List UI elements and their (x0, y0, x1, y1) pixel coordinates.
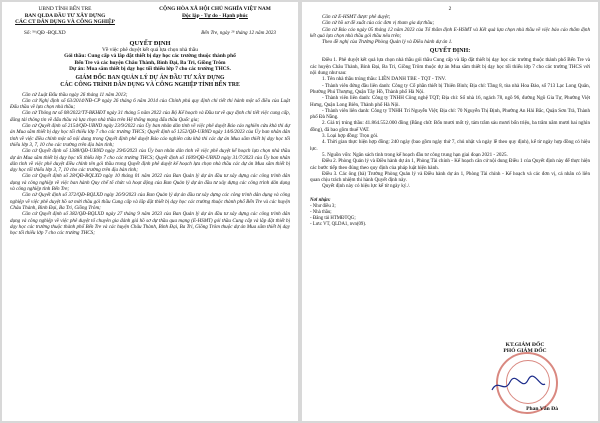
article-paragraph: - Thành viên liên danh: Công ty TNHH Trí Nguyễn Việt; Địa chỉ: 70 Nguyễn Thị Định, Phường An Hải Bắc, Quận Sơn Trà, Thành phố Đà Nẵng. (310, 107, 590, 121)
sign-title-line: PHÓ GIÁM ĐỐC (503, 348, 547, 354)
authority-line: GIÁM ĐỐC BAN QUẢN LÝ DỰ ÁN ĐẦU TƯ XÂY DỰNG (75, 75, 225, 82)
recipients-block (310, 198, 590, 228)
article-paragraph: Điều 2. Phòng Quản lý và Điều hành dự án 1, Phòng Tài chính - Kế hoạch căn cứ nội dung Điều 1 của Quyết định này để thực hiện các bước tiếp theo đúng theo quy định của pháp luật hiện hành. (310, 158, 590, 171)
article-paragraph: - Thành viên liên danh: Công ty TNHH Công nghệ TQT; Địa chỉ: Số nhà 16, ngách 78, ngõ 96, đường Ngõ Gia Tự, Phường Việt Hưng, Quận Long Biên, Thành phố Hà Nội. (310, 95, 590, 108)
subject-line: Bến Tre và các huyện Châu Thành, Bình Đại, Ba Tri, Giồng Trôm (74, 59, 226, 66)
article-paragraph: - Thành viên đứng đầu liên danh: Công ty Cổ phần thiết bị Thiên Bình; Địa chỉ: Tầng 8, tòa nhà Hoa Đào, số 713 Lạc Long Quân, Phường Phú Thượng, Quận Tây Hồ, Thành phố Hà Nội. (310, 82, 590, 95)
article-paragraph: 5. Nguồn vốn: Ngân sách tỉnh trong kế hoạch đầu tư công trung hạn giai đoạn 2021 - 2025. (322, 151, 508, 158)
decision-heading: QUYẾT ĐỊNH: (429, 48, 471, 55)
document-subject (10, 47, 290, 73)
document-header (10, 6, 290, 26)
nation-name: CỘNG HÒA XÃ HỘI CHỦ NGHĨA VIỆT NAM (159, 6, 271, 12)
recipient: - Đăng tải HTMĐTQG; (310, 215, 356, 221)
recipient: - Như điều 3; (310, 203, 336, 209)
legal-basis-paragraph: Căn cứ hồ sơ đề xuất của các đơn vị tham gia dự thầu; (322, 20, 435, 27)
legal-basis (10, 92, 290, 237)
issuer-line-2: BAN QLDA ĐẦU TƯ XÂY DỰNG (24, 12, 106, 19)
article-paragraph: Điều 1. Phê duyệt kết quả lựa chọn nhà thầu gói thầu Cung cấp và lắp đặt thiết bị dạy học các trường thuộc thành phố Bến Tre và các huyện Châu Thành, Bình Đại, Ba Tri, Giồng Trôm thuộc dự án Mua sắm thiết bị dạy học tối thiểu lớp 7 cho các trường THCS với nội dung như sau: (310, 57, 590, 77)
legal-basis-paragraph: Căn cứ Luật Đấu thầu ngày 26 tháng 11 năm 2013; (22, 91, 128, 98)
article-paragraph: 4. Thời gian thực hiện hợp đồng: 240 ngày (bao gồm ngày thứ 7, chủ nhật và ngày lễ theo quy định), kể từ ngày hợp đồng có hiệu lực. (310, 139, 590, 152)
legal-basis-continued (310, 14, 590, 45)
recipients-heading: Nơi nhận: (310, 197, 331, 203)
legal-basis-paragraph: Căn cứ Quyết định số 28/QĐ-BQLXD ngày 10 tháng 01 năm 2022 của Ban Quản lý dự án đầu tư xây dựng các công trình dân dụng và công nghiệp về việc ban hành Quy chế tổ chức và hoạt động của Ban Quản lý dự án đầu tư xây dựng các công trình dân dụng và công nghiệp tỉnh Bến Tre; (10, 173, 290, 193)
legal-basis-paragraph: Căn cứ Quyết định số 372/QĐ-BQLXD ngày 26/9/2023 của Ban Quản lý dự án đầu tư xây dựng các công trình dân dụng và công nghiệp về việc phê duyệt hồ sơ mời thầu gói thầu Cung cấp và lắp đặt thiết bị dạy học các trường thuộc thành phố Bến Tre và các huyện Châu Thành, Bình Đại, Ba Tri, Giồng Trôm; (10, 192, 290, 211)
article-paragraph: Quyết định này có hiệu lực kể từ ngày ký./. (322, 183, 411, 190)
page-2 (302, 2, 598, 421)
recipient: - Nhà thầu; (310, 209, 332, 215)
document-title: QUYẾT ĐỊNH (129, 39, 171, 47)
article-paragraph: 3. Loại hợp đồng: Trọn gói. (322, 133, 379, 140)
legal-basis-paragraph: Căn cứ Nghị định số 63/2014/NĐ-CP ngày 26 tháng 6 năm 2014 của Chính phủ quy định chi tiết thi hành một số điều của Luật Đấu thầu về lựa chọn nhà thầu; (10, 97, 290, 111)
legal-basis-paragraph: Căn cứ Quyết định số 382/QĐ-BQLXD ngày 27 tháng 9 năm 2023 của Ban Quản lý dự án đầu tư xây dựng các công trình dân dụng và công nghiệp về việc phê duyệt tổ chuyên gia đánh giá hồ sơ dự thầu qua mạng (E-HSMT) gói thầu Cung cấp và lắp đặt thiết bị dạy học các trường thuộc thành phố Bến Tre và các huyện Châu Thành, Bình Đại, Ba Tri, Giồng Trôm thuộc dự án Mua sắm thiết bị dạy học tối thiểu lớp 7 cho các trường THCS; (10, 211, 290, 237)
subject-line: Dự án: Mua sắm thiết bị dạy học tối thiểu lớp 7 cho các trường THCS. (69, 66, 231, 72)
legal-basis-paragraph: Căn cứ Thông tư số 08/2022/TT-BKHĐT ngày 31 tháng 5 năm 2022 của Bộ Kế hoạch và Đầu tư về quy định chi tiết việc cung cấp, đăng tải thông tin về đấu thầu và lựa chọn nhà thầu trên Hệ thống mạng đấu thầu Quốc gia; (10, 110, 290, 123)
sign-title-line: KT.GIÁM ĐỐC (505, 342, 545, 348)
signer-name: Phan Văn Đà (526, 406, 558, 412)
authority-block (10, 75, 290, 88)
subject-line: Gói thầu: Cung cấp và lắp đặt thiết bị dạy học các trường thuộc thành phố (64, 53, 236, 60)
article-paragraph: 2. Giá trị trúng thầu: 41.864.552.000 đồng (Bằng chữ: Bốn mươi mốt tỷ, tám trăm sáu mươi bốn triệu, ba trăm năm mươi hai nghìn đồng), đã bao gồm thuế VAT. (310, 120, 590, 133)
motto: Độc lập - Tự do - Hạnh phúc (182, 12, 248, 19)
page-1 (2, 2, 298, 421)
authority-line: CÁC CÔNG TRÌNH DÂN DỤNG VÀ CÔNG NGHIỆP TỈNH BẾN TRE (60, 82, 240, 88)
article-paragraph: Điều 3. Các ông (bà) Trưởng Phòng Quản lý và Điều hành dự án 1, Phòng Tài chính - Kế hoạch và các đơn vị, cá nhân có liên quan chịu trách nhiệm thi hành Quyết định này. (310, 170, 590, 184)
article-paragraph: 1. Tên nhà thầu trúng thầu: LIÊN DANH TBE - TQT - TNV. (322, 76, 446, 83)
document-date: Bến Tre, ngày ²⁶ tháng 12 năm 2023 (201, 29, 276, 36)
legal-basis-paragraph: Căn cứ Quyết định số 1388/QĐ-UBND ngày 29/6/2023 của Ủy ban nhân dân tỉnh về việc phê duyệt kế hoạch lựa chọn nhà thầu dự án Mua sắm thiết bị dạy học tối thiểu lớp 7 cho các trường THCS; Quyết định số 1609/QĐ-UBND ngày 31/7/2023 của Ủy ban nhân dân tỉnh về việc phê duyệt điều chỉnh tên gói thầu trong Quyết định phê duyệt kế hoạch lựa chọn nhà thầu các dự án Mua sắm thiết bị dạy học tối thiểu lớp 3, 7, 10 cho các trường trên địa bàn tỉnh; (10, 148, 290, 174)
handwritten-signature (488, 374, 548, 396)
issuer-block (10, 6, 120, 26)
number-date-row (10, 30, 290, 36)
national-motto (140, 6, 290, 26)
recipient: - Lưu: VT, QLDA1, nvn(09). (310, 221, 367, 227)
issuer-line-3: CÁC CT DÂN DỤNG VÀ CÔNG NGHIỆP (15, 19, 115, 26)
legal-basis-paragraph: Căn cứ E-HSMT được phê duyệt; (322, 14, 391, 20)
subject-line: Về việc phê duyệt kết quả lựa chọn nhà thầu (102, 46, 198, 53)
decision-articles (310, 57, 590, 189)
legal-basis-paragraph: Theo đề nghị của Trưởng Phòng Quản lý và Điều hành dự án 1. (322, 39, 453, 46)
document-number: Số: ⁵⁶/QĐ -BQLXD (24, 29, 66, 36)
page-number: 2 (448, 6, 452, 12)
legal-basis-paragraph: Căn cứ Báo cáo ngày 05 tháng 12 năm 2023 của Tổ thẩm định E-HSMT và Kết quả lựa chọn nhà thầu về việc báo cáo thẩm định kết quả lựa chọn nhà thầu gói thầu nêu trên; (310, 26, 590, 39)
issuer-line-1: UBND TỈNH BẾN TRE (38, 6, 92, 12)
legal-basis-paragraph: Căn cứ Quyết định số 2154/QĐ-UBND ngày 23/9/2022 của Ủy ban nhân dân tỉnh về việc phê duyệt Báo cáo nghiên cứu khả thi dự án Mua sắm thiết bị dạy học tối thiểu lớp 7 cho các trường THCS; Quyết định số 1252/QĐ-UBND ngày 14/6/2023 của Ủy ban nhân dân tỉnh về việc điều chỉnh một số nội dung trong Quyết định phê duyệt Báo cáo nghiên cứu khả thi các dự án Mua sắm thiết bị dạy học tối thiểu lớp 3, 7, 10 cho các trường trên địa bàn tỉnh; (10, 123, 290, 148)
